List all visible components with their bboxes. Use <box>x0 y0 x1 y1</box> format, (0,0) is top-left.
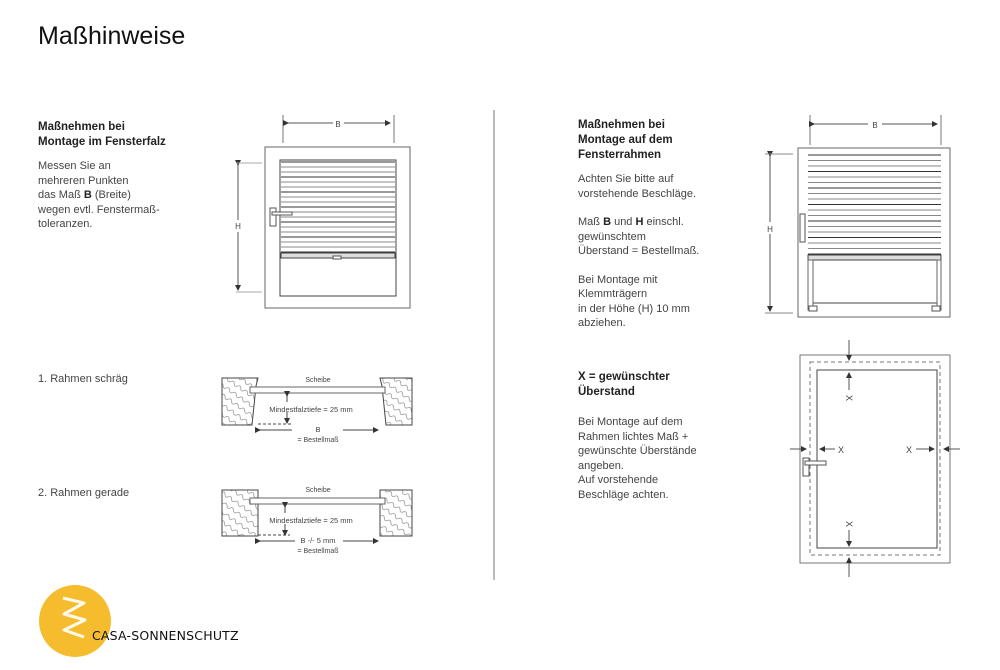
text-line: Rahmen lichtes Maß + <box>578 430 689 443</box>
case1-diagram <box>222 378 412 430</box>
text-line: wegen evtl. Fenstermaß- <box>38 203 160 216</box>
right-height-label: H <box>767 225 773 234</box>
text-line: vorstehende Beschläge. <box>578 187 697 200</box>
text: einschl. <box>643 216 684 228</box>
case2-order-label: = Bestellmaß <box>297 548 339 555</box>
text-line: Bei Montage mit <box>578 273 658 286</box>
text-line: gewünschtem <box>578 230 646 243</box>
text-line: Achten Sie bitte auf <box>578 173 674 185</box>
left-height-label: H <box>235 222 241 231</box>
overhang-diagram <box>790 340 960 577</box>
text-line: Bei Montage auf dem <box>578 416 683 428</box>
text: das Maß <box>38 189 84 201</box>
heading-line: Maßnehmen bei <box>38 121 125 133</box>
text: (Breite) <box>91 189 131 201</box>
bold-b: B <box>603 216 612 228</box>
right-window-diagram <box>765 115 950 317</box>
text: und <box>611 216 636 228</box>
case1-depth-label: Mindestfalztiefe = 25 mm <box>269 405 353 414</box>
text-line: Auf vorstehende <box>578 474 659 486</box>
case1-label: 1. Rahmen schräg <box>38 373 128 385</box>
text-line: angeben. <box>578 459 624 472</box>
left-window-diagram <box>236 115 410 308</box>
text-line: abziehen. <box>578 317 626 329</box>
text-line: mehreren Punkten <box>38 174 129 187</box>
brand-name: CASA-SONNENSCHUTZ <box>92 628 239 643</box>
text-line: in der Höhe (H) 10 mm <box>578 302 690 315</box>
case2-width-label: B -/- 5 mm <box>300 536 336 545</box>
brand-logo-icon <box>39 585 111 657</box>
heading-line: Montage im Fensterfalz <box>38 136 166 148</box>
text-line: Beschläge achten. <box>578 488 669 501</box>
text-line: gewünschte Überstände <box>578 445 697 457</box>
case1-order-label: = Bestellmaß <box>297 437 339 444</box>
heading-line: X = gewünschter <box>578 371 670 383</box>
case2-depth-label: Mindestfalztiefe = 25 mm <box>269 516 353 525</box>
text: Maß <box>578 216 604 228</box>
text-line: Klemmträgern <box>578 288 648 300</box>
right-width-label: B <box>872 121 878 130</box>
case2-label: 2. Rahmen gerade <box>38 487 130 499</box>
case2-glass-label: Scheibe <box>305 487 331 494</box>
text-line: toleranzen. <box>38 218 93 230</box>
text-line: Messen Sie an <box>38 160 111 172</box>
heading-line: Fensterrahmen <box>578 149 662 161</box>
bold-h: H <box>635 216 644 228</box>
heading-line: Überstand <box>578 386 635 398</box>
page-title: Maßhinweise <box>38 22 186 50</box>
heading-line: Maßnehmen bei <box>578 119 665 131</box>
heading-line: Montage auf dem <box>578 134 673 146</box>
overhang-label-left: X <box>837 445 845 455</box>
left-width-label: B <box>335 120 341 129</box>
overhang-label-bottom: X <box>844 520 854 528</box>
overhang-label-top: X <box>844 394 854 402</box>
bold-b: B <box>83 189 92 201</box>
overhang-label-right: X <box>905 445 913 455</box>
text-line: Überstand = Bestellmaß. <box>578 245 700 257</box>
case1-width-label: B <box>315 425 321 434</box>
case1-glass-label: Scheibe <box>305 377 331 384</box>
